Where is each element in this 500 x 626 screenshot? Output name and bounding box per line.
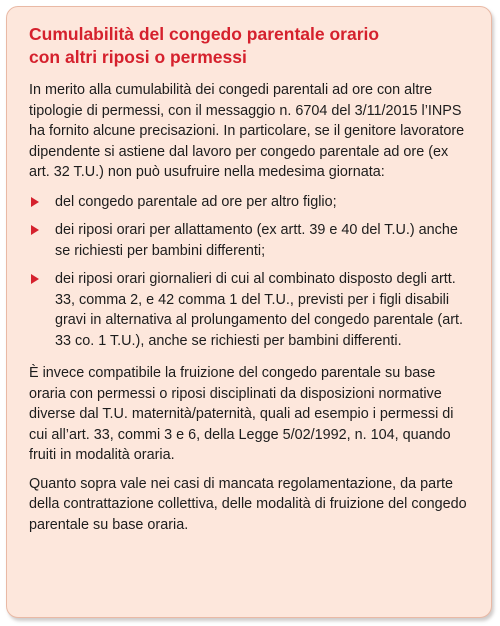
bullet-item <box>29 269 471 351</box>
bullet-item <box>29 220 471 261</box>
compatibility-paragraph: È invece compatibile la fruizione del congedo parentale su base oraria con permessi o riposi disciplinati da disposizioni normative diverse dal T.U. maternità/paternità, quali ad esempio i permessi di cui all’art. 33, commi 3 e 6, della Legge 5/02/1992, n. 104, quando fruiti in modalità oraria. <box>29 365 454 463</box>
bullet-item <box>29 192 471 213</box>
box-title <box>29 23 471 69</box>
closing-paragraph: Quanto sopra vale nei casi di mancata regolamentazione, da parte della contrattazione collettiva, delle modalità di fruizione del congedo parentale su base oraria. <box>29 475 467 533</box>
intro-paragraph: In merito alla cumulabilità dei congedi parentali ad ore con altre tipologie di permessi, con il messaggio n. 6704 del 3/11/2015 l’INPS ha fornito alcune precisazioni. In particolare, se il genitore lavoratore dipendente si astiene dal lavoro per congedo parentale ad ore (ex art. 32 T.U.) non può usufruire nella medesima giornata: <box>29 82 465 180</box>
bullet-text: dei riposi orari giornalieri di cui al combinato disposto degli artt. 33, comma 2, e 42 comma 1 del T.U., previsti per i figli disabili gravi in alternativa al prolungamento del congedo parentale (art. 33 co. 1 T.U.), anche se richiesti per bambini differenti. <box>55 271 463 349</box>
triangle-right-icon <box>31 225 39 235</box>
bullet-text: del congedo parentale ad ore per altro figlio; <box>55 193 337 210</box>
box-title-line1: Cumulabilità del congedo parentale orario <box>29 24 380 44</box>
info-box <box>6 6 492 618</box>
triangle-right-icon <box>31 197 39 207</box>
box-title-line2: con altri riposi o permessi <box>29 47 247 67</box>
bullet-list <box>29 192 471 352</box>
triangle-right-icon <box>31 274 39 284</box>
bullet-text: dei riposi orari per allattamento (ex artt. 39 e 40 del T.U.) anche se richiesti per bambini differenti; <box>55 222 458 259</box>
